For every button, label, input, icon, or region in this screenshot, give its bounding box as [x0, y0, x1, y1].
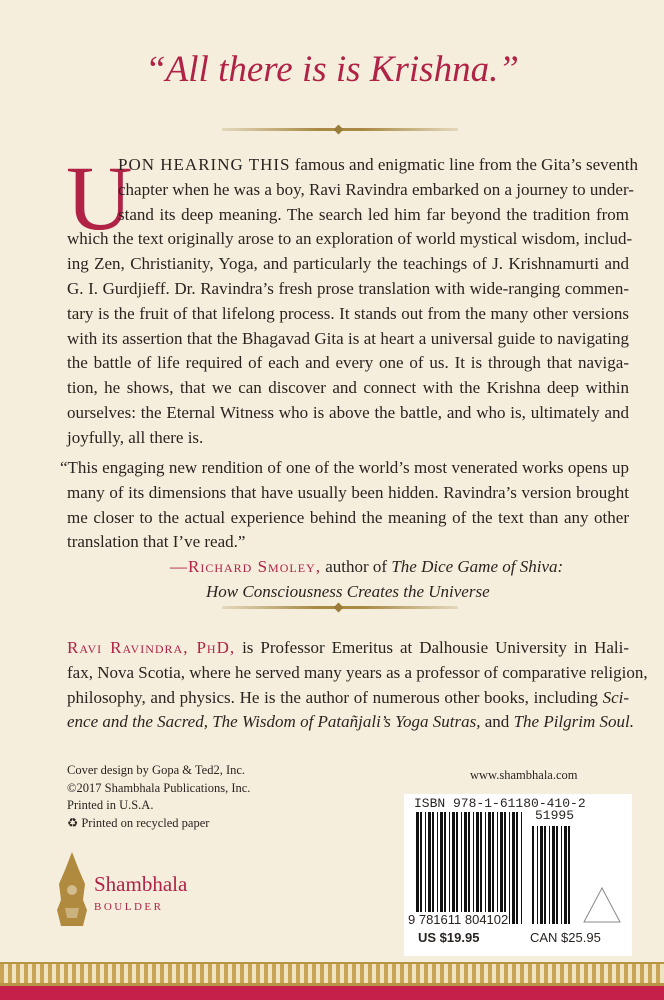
isbn: ISBN 978-1-61180-410-2 — [414, 796, 586, 811]
barcode-bar — [476, 812, 479, 924]
credits — [67, 762, 250, 832]
barcode-digits: 9 781611 804102 — [408, 912, 509, 927]
barcode-bar — [444, 812, 446, 924]
lead-in: PON HEARING THIS — [118, 155, 291, 174]
barcode-bar — [480, 812, 482, 924]
endorser-name: —Richard Smoley, — [170, 557, 321, 577]
barcode-bar — [556, 826, 558, 924]
barcode-box — [404, 794, 632, 956]
barcode-bar — [432, 812, 434, 924]
barcode-bar — [437, 812, 438, 924]
bio-line: fax, Nova Scotia, where he served many years as a professor of comparative religion, — [67, 662, 648, 682]
barcode-bar — [500, 812, 503, 924]
barcode-bar — [464, 812, 467, 924]
text: famous and enigmatic line from the Gita’s seventh — [290, 155, 638, 174]
website: www.shambhala.com — [470, 768, 578, 782]
barcode-bar — [456, 812, 458, 924]
description-line: tary is the fruit of that lifelong process. It stands out from the many other versions — [67, 303, 629, 323]
description-line: joyfully, all there is. — [67, 427, 204, 447]
shambhala-logo-icon — [55, 850, 89, 928]
description — [66, 147, 638, 451]
us-price: US $19.95 — [418, 930, 480, 945]
barcode-bar — [509, 812, 510, 924]
endorsement-line: “This engaging new rendition of one of the world’s most venerated works opens up — [60, 458, 629, 477]
barcode — [416, 812, 524, 924]
description-line: ing Zen, Christianity, Yoga, and particularly the teachings of J. Krishnamurti and — [67, 254, 629, 274]
description-line: which the text originally arose to an exploration of world mystical wisdom, includ- — [67, 229, 633, 249]
barcode-bar — [549, 826, 550, 924]
barcode-bar — [497, 812, 498, 924]
credit-line: Cover design by Gopa & Ted2, Inc. — [67, 763, 246, 777]
publisher-city: BOULDER — [94, 901, 164, 913]
description-line: the battle of life required of each and every one of us. It is through that naviga- — [67, 353, 629, 373]
drop-cap: U — [66, 147, 133, 249]
barcode-bar — [440, 812, 443, 924]
can-price: CAN $25.95 — [530, 930, 601, 945]
barcode-bar — [532, 826, 534, 924]
publisher-name: Shambhala — [94, 872, 188, 896]
barcode-bar — [544, 826, 546, 924]
barcode-bar — [420, 812, 422, 924]
text: and — [480, 712, 514, 732]
barcode-bar — [516, 812, 518, 924]
barcode-bar — [485, 812, 486, 924]
endorsement-line: translation that I’ve read.” — [67, 532, 246, 552]
endorsement-line: many of its dimensions that have usually been hidden. Ravindra’s version brought — [67, 482, 629, 502]
bio-line — [67, 636, 629, 661]
credit-line: ©2017 Shambhala Publications, Inc. — [67, 780, 251, 795]
bio-line — [67, 686, 629, 711]
text: philosophy, and physics. He is the author of numerous other books, including — [67, 687, 603, 707]
ornamental-divider — [222, 606, 458, 609]
text: ence and the Sacred, The Wisdom of Patañjali’s Yoga Sutras, — [67, 712, 481, 732]
book-title: The Dice Game of Shiva: — [391, 557, 564, 577]
barcode-bar — [452, 812, 455, 924]
barcode-bar — [468, 812, 470, 924]
ornamental-divider — [222, 128, 458, 131]
author-name: Ravi Ravindra, PhD, — [67, 638, 236, 657]
barcode-bar — [416, 812, 419, 924]
headline: “All there is is Krishna.” — [145, 49, 519, 90]
barcode-bar — [473, 812, 474, 924]
barcode-bar — [449, 812, 450, 924]
barcode-bar — [540, 826, 543, 924]
barcode-bar — [504, 812, 506, 924]
bio-line — [67, 710, 634, 735]
text: Printed on recycled paper — [81, 815, 210, 830]
recycle-icon: ♻ — [67, 815, 82, 830]
addon-barcode — [532, 826, 572, 924]
text: is Professor Emeritus at Dalhousie University in Hali- — [235, 638, 629, 657]
description-line: ourselves: the Eternal Witness who is above the battle, and who is, ultimately and — [67, 402, 629, 422]
endorsement-line: me closer to the actual experience behind the meaning of the text than any other — [67, 507, 629, 527]
price-code: 51995 — [535, 808, 575, 823]
barcode-bar — [428, 812, 431, 924]
barcode-bar — [537, 826, 538, 924]
credit-line — [67, 815, 250, 833]
credit-line: Printed in U.S.A. — [67, 798, 154, 812]
red-band — [0, 986, 664, 1000]
barcode-bar — [521, 812, 522, 924]
barcode-bar — [561, 826, 562, 924]
text: The Pilgrim Soul. — [513, 712, 634, 732]
ornamental-border — [0, 962, 664, 986]
barcode-bar — [552, 826, 555, 924]
endorsement — [60, 456, 629, 605]
barcode-bar — [488, 812, 491, 924]
description-line: stand its deep meaning. The search led him far beyond the tradition from — [118, 204, 629, 224]
endorsement-attribution — [170, 555, 629, 580]
description-line: tion, he shows, that we can discover and connect with the Krishna deep within — [67, 378, 629, 398]
description-line: chapter when he was a boy, Ravi Ravindra embarked on a journey to under- — [118, 179, 634, 199]
text: author of — [320, 557, 392, 577]
barcode-bar — [461, 812, 462, 924]
barcode-bar — [564, 826, 567, 924]
barcode-bar — [512, 812, 515, 924]
triangle-icon — [582, 886, 622, 924]
text: Sci- — [602, 687, 629, 707]
book-title: How Consciousness Creates the Universe — [206, 581, 490, 601]
description-line: G. I. Gurdjieff. Dr. Ravindra’s fresh prose translation with wide-ranging commen- — [67, 278, 629, 298]
author-bio — [67, 636, 648, 735]
description-line — [118, 153, 638, 178]
barcode-bar — [492, 812, 494, 924]
barcode-bar — [568, 826, 570, 924]
description-line: with its assertion that the Bhagavad Gita is at heart a universal guide to navigating — [67, 328, 629, 348]
barcode-bar — [425, 812, 426, 924]
